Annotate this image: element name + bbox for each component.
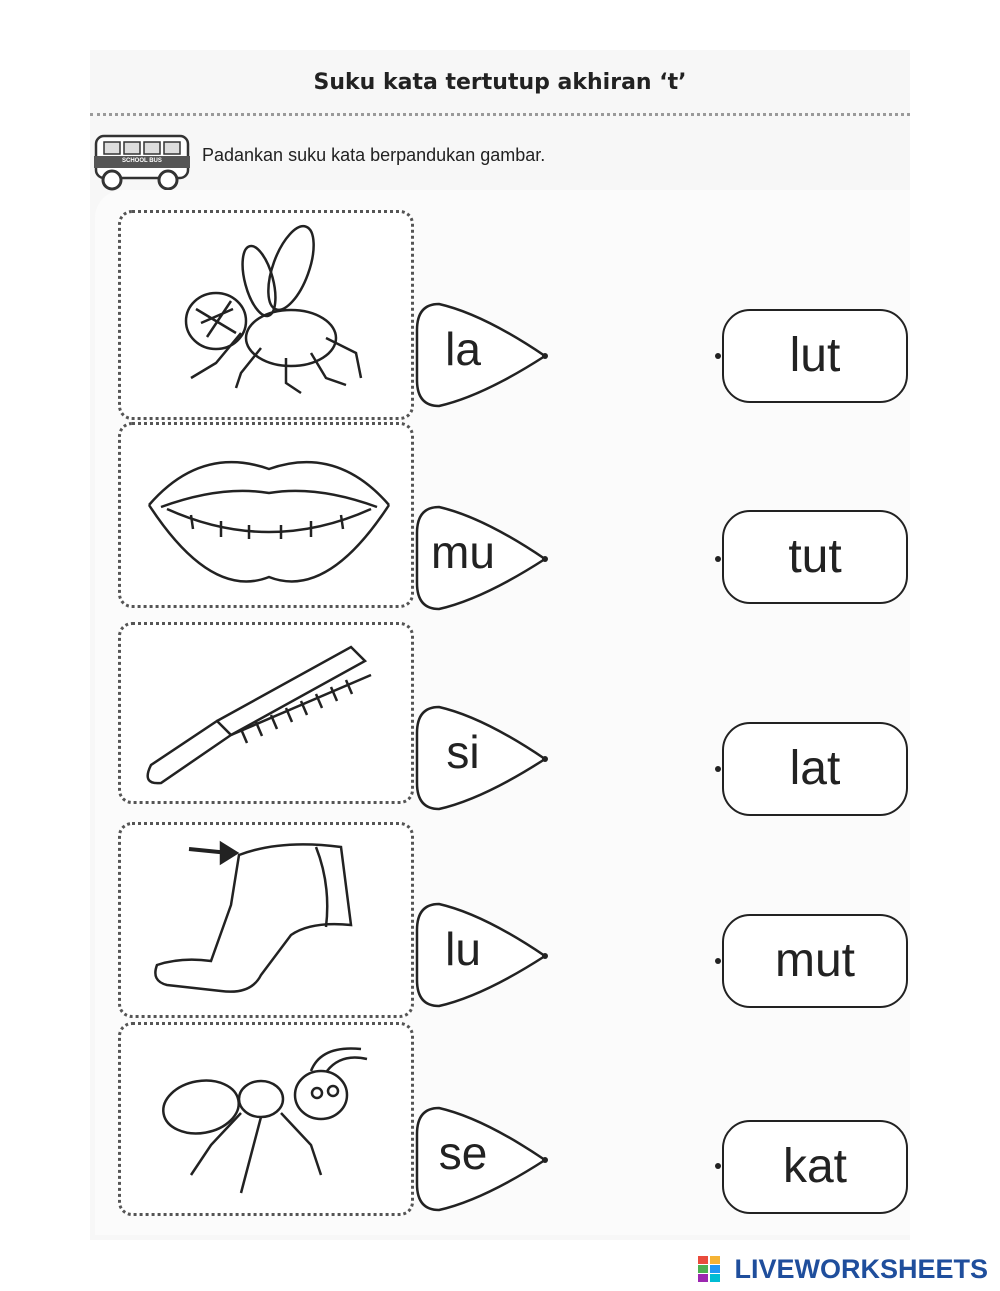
match-dot-left-2[interactable] bbox=[542, 556, 548, 562]
lips-icon bbox=[121, 425, 417, 611]
match-dot-left-4[interactable] bbox=[542, 953, 548, 959]
fly-icon bbox=[121, 213, 417, 423]
right-syllable-label: mut bbox=[774, 934, 855, 987]
right-syllable-label: lut bbox=[789, 329, 841, 382]
picture-card-fly bbox=[118, 210, 414, 420]
liveworksheets-brand: LIVEWORKSHEETS bbox=[734, 1254, 988, 1284]
left-syllable-label: si bbox=[446, 726, 480, 778]
bus-label: SCHOOL BUS bbox=[122, 158, 162, 164]
instruction-text: Padankan suku kata berpandukan gambar. bbox=[202, 145, 546, 165]
knee-icon bbox=[121, 825, 417, 1021]
left-syllable-4[interactable] bbox=[413, 900, 549, 1010]
left-syllable-2[interactable] bbox=[413, 503, 549, 613]
left-syllable-label: lu bbox=[445, 923, 481, 975]
left-syllable-5[interactable] bbox=[413, 1104, 549, 1214]
liveworksheets-logo-icon bbox=[698, 1256, 720, 1282]
left-syllable-3[interactable] bbox=[413, 703, 549, 813]
right-syllable-1[interactable] bbox=[722, 309, 908, 403]
match-dot-right-2[interactable] bbox=[715, 556, 721, 562]
right-syllable-3[interactable] bbox=[722, 722, 908, 816]
picture-card-knee bbox=[118, 822, 414, 1018]
worksheet-title: Suku kata tertutup akhiran ‘t’ bbox=[313, 70, 687, 95]
right-syllable-4[interactable] bbox=[722, 914, 908, 1008]
right-syllable-5[interactable] bbox=[722, 1120, 908, 1214]
match-dot-right-4[interactable] bbox=[715, 958, 721, 964]
match-dot-left-5[interactable] bbox=[542, 1157, 548, 1163]
left-syllable-label: mu bbox=[431, 526, 495, 578]
left-syllable-label: la bbox=[445, 323, 481, 375]
right-syllable-label: lat bbox=[789, 742, 841, 795]
picture-card-ant bbox=[118, 1022, 414, 1216]
right-syllable-label: tut bbox=[788, 530, 842, 583]
picture-card-comb bbox=[118, 622, 414, 804]
left-syllable-1[interactable] bbox=[413, 300, 549, 410]
comb-icon bbox=[121, 625, 417, 807]
right-syllable-label: kat bbox=[782, 1140, 848, 1193]
match-dot-right-5[interactable] bbox=[715, 1163, 721, 1169]
ant-icon bbox=[121, 1025, 417, 1219]
match-dot-left-1[interactable] bbox=[542, 353, 548, 359]
picture-card-lips bbox=[118, 422, 414, 608]
left-syllable-label: se bbox=[438, 1127, 488, 1179]
match-dot-left-3[interactable] bbox=[542, 756, 548, 762]
right-syllable-2[interactable] bbox=[722, 510, 908, 604]
match-dot-right-1[interactable] bbox=[715, 353, 721, 359]
match-dot-right-3[interactable] bbox=[715, 766, 721, 772]
